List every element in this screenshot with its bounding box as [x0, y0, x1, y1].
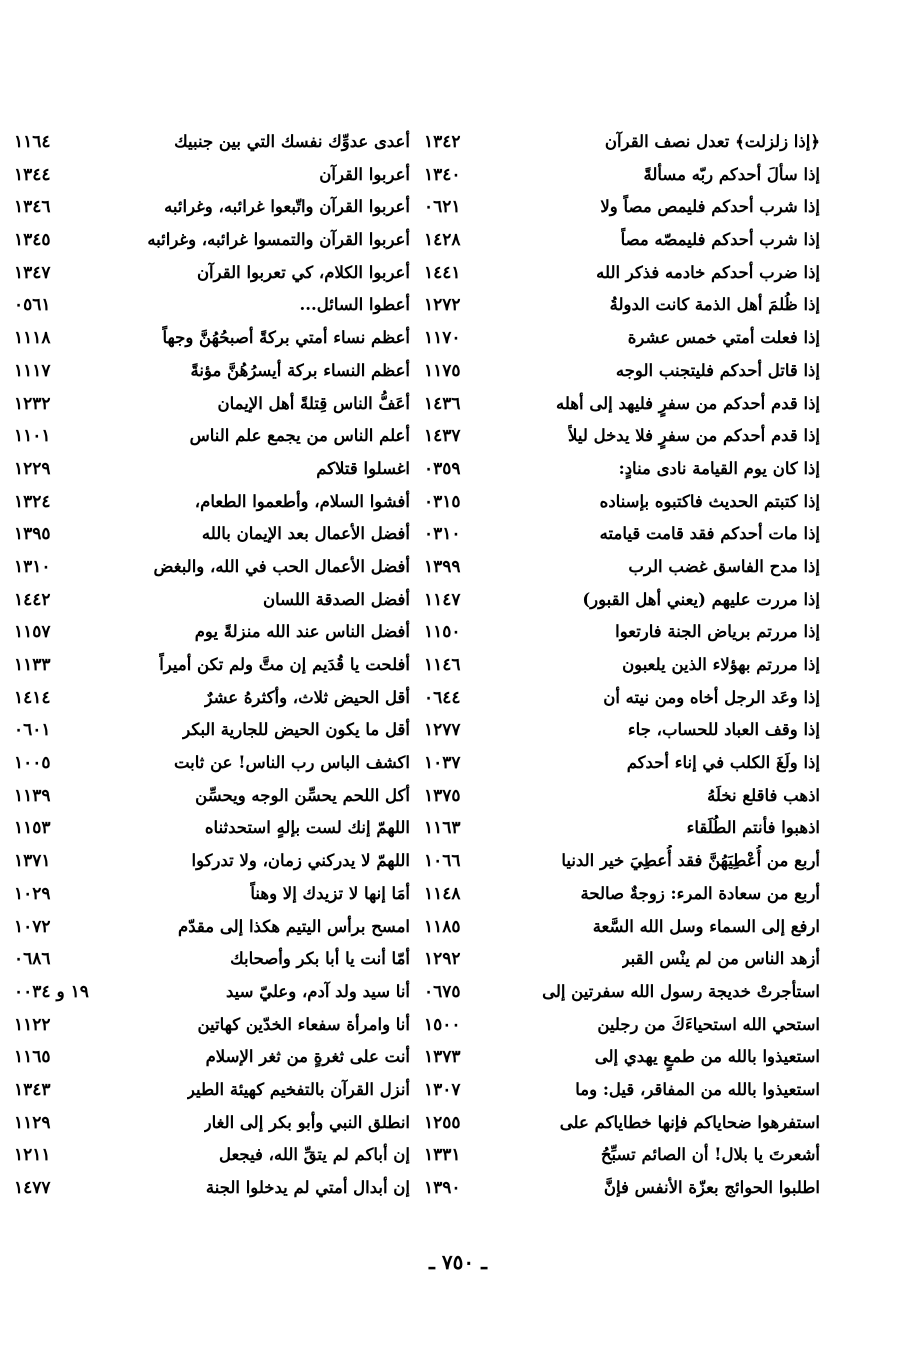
hadith-phrase: إذا قدم أحدكم من سفرٍ فليهد إلى أهله: [556, 393, 820, 413]
hadith-phrase: أنا وامرأة سفعاء الخدّين كهاتين: [197, 1014, 410, 1034]
index-entry: [10, 355, 410, 388]
hadith-phrase: انطلق النبي وأبو بكر إلى الغار: [203, 1112, 410, 1132]
hadith-phrase: أفضل الأعمال بعد الإيمان بالله: [201, 524, 410, 544]
hadith-phrase: إذا ولَغَ الكلب في إناء أحدكم: [626, 753, 820, 773]
hadith-phrase: أعلم الناس من يجمع علم الناس: [189, 426, 410, 446]
hadith-number: ١٢٧٢: [424, 295, 461, 316]
hadith-number: ٠٦٠١: [14, 720, 51, 741]
index-entry: [420, 616, 820, 649]
index-entry: [420, 1139, 820, 1172]
index-entry: [10, 322, 410, 355]
index-entry: [10, 224, 410, 257]
index-entry: [10, 159, 410, 192]
hadith-phrase: إذا كان يوم القيامة نادى منادٍ:: [618, 458, 820, 478]
index-entry: [420, 191, 820, 224]
index-entry: [10, 551, 410, 584]
hadith-phrase: أعدى عدوِّك نفسك التي بين جنبيك: [174, 132, 410, 151]
index-entry: [10, 649, 410, 682]
hadith-phrase: اذهبوا فأنتم الطُلَقاء: [686, 818, 820, 838]
hadith-number: ١٤٣٦: [424, 393, 461, 414]
index-entry: [420, 224, 820, 257]
hadith-phrase: أنزل القرآن بالتفخيم كهيئة الطير: [186, 1079, 410, 1099]
index-entry: [420, 355, 820, 388]
hadith-phrase: إذا قاتل أحدكم فليتجنب الوجه: [615, 360, 820, 380]
index-entry: [420, 159, 820, 192]
hadith-phrase: أعظم نساء أمتي بركةً أصبحُهُنَّ وجهاً: [162, 328, 410, 348]
hadith-number: ١٣٩٠: [424, 1178, 461, 1198]
hadith-number: ١١٧٥: [424, 360, 461, 381]
index-entry: [10, 714, 410, 747]
hadith-number: ١٤٣٧: [424, 426, 461, 447]
hadith-phrase: أفضل الناس عند الله منزلةً يوم: [194, 622, 410, 642]
index-entry: [10, 453, 410, 486]
index-entry: [420, 420, 820, 453]
hadith-number: ٠٣١٠: [424, 524, 461, 545]
index-entry: [420, 878, 820, 911]
hadith-number: ١٢٣٢: [14, 393, 51, 414]
hadith-phrase: إذا كتبتم الحديث فاكتبوه بإسناده: [599, 491, 820, 511]
index-entry: [420, 714, 820, 747]
hadith-phrase: امسح برأس اليتيم هكذا إلى مقدّم: [178, 916, 410, 936]
hadith-number: ١١١٨: [14, 328, 51, 349]
hadith-phrase: أزهد الناس من لم ينْس القبر: [621, 949, 820, 969]
index-entry: [420, 812, 820, 845]
hadith-number: ١١٥٧: [14, 622, 51, 643]
index-entry: [10, 976, 410, 1009]
hadith-number: ١٣٤٠: [424, 164, 461, 185]
hadith-phrase: إذا مررتم بهؤلاء الذين يلعبون: [622, 655, 820, 674]
index-entry: [420, 682, 820, 715]
left-index-column: [10, 126, 410, 1205]
hadith-phrase: استأجرتْ خديجة رسول الله سفرتين إلى: [542, 981, 820, 1001]
index-entry: [420, 845, 820, 878]
index-entry: [420, 1074, 820, 1107]
hadith-phrase: إذا ضرب أحدكم خادمه فذكر الله: [596, 262, 820, 282]
hadith-number: ٠٣٥٩: [424, 458, 461, 479]
hadith-phrase: أكل اللحم يحسِّن الوجه ويحسِّن: [195, 785, 410, 805]
hadith-number: ٠٦٤٤: [424, 687, 461, 708]
hadith-phrase: أشعرتَ يا بلال! أن الصائم تسبِّحُ: [600, 1145, 820, 1165]
hadith-number: ١١٣٣: [14, 655, 51, 675]
hadith-phrase: إذا سألَ أحدكم ربّه مسألةً: [643, 164, 820, 184]
hadith-number: ١٥٠٠: [424, 1014, 461, 1035]
hadith-phrase: أعَفُّ الناس قِتلةً أهل الإيمان: [217, 393, 410, 413]
index-entry: [420, 257, 820, 290]
index-entry: [10, 420, 410, 453]
hadith-phrase: إذا مررتم برياض الجنة فارتعوا: [615, 622, 820, 642]
hadith-number: ١٠٣٧: [424, 753, 461, 774]
hadith-phrase: إذا شرب أحدكم فليمص مصاً ولا: [600, 197, 820, 217]
hadith-phrase: إن أبدال أمتي لم يدخلوا الجنة: [205, 1178, 410, 1197]
index-entry: [10, 1172, 410, 1205]
hadith-number: ١٣٤٥: [14, 230, 51, 251]
hadith-phrase: أفضل الأعمال الحب في الله، والبغض: [153, 556, 410, 576]
hadith-number: ١٣٩٩: [424, 556, 461, 577]
index-entry: [420, 126, 820, 159]
index-entry: [10, 943, 410, 976]
hadith-phrase: اطلبوا الحوائج بعزّة الأنفس فإنَّ: [603, 1178, 820, 1197]
hadith-number: ١١٤٨: [424, 883, 461, 904]
hadith-number: ١٣٧٣: [424, 1047, 461, 1068]
hadith-phrase: إذا ظُلمَ أهل الذمة كانت الدولةُ: [609, 295, 820, 315]
index-entry: [420, 1107, 820, 1140]
hadith-phrase: إذا وعَد الرجل أخاه ومن نيته أن: [603, 687, 820, 707]
hadith-phrase: إن أباكم لم يتقِّ الله، فيجعل: [218, 1145, 410, 1165]
hadith-number: ١٣٧١: [14, 851, 51, 872]
index-entry: [10, 1041, 410, 1074]
index-entry: [10, 682, 410, 715]
hadith-number: ١٣٤٧: [14, 262, 51, 283]
hadith-number: ١١٠١: [14, 426, 51, 447]
index-entry: [10, 584, 410, 617]
hadith-phrase: إذا مات أحدكم فقد قامت قيامته: [599, 524, 820, 544]
hadith-number: ١١٥٣: [14, 818, 51, 839]
index-entry: [10, 1107, 410, 1140]
hadith-phrase: ارفع إلى السماء وسل الله السَّعة: [592, 916, 820, 936]
index-entry: [420, 943, 820, 976]
hadith-number: ١٣٤٢: [424, 132, 461, 152]
page-number: ـ ٧٥٠ ـ: [429, 1250, 487, 1274]
hadith-phrase: إذا قدم أحدكم من سفرٍ فلا يدخل ليلاً: [568, 426, 820, 446]
index-entry: [10, 747, 410, 780]
hadith-number: ١٤١٤: [14, 687, 51, 708]
hadith-number: ١٢٢٩: [14, 458, 51, 479]
hadith-number: ١١٣٩: [14, 785, 51, 806]
index-entry: [10, 1074, 410, 1107]
hadith-phrase: اللهمّ إنك لست بإلهٍ استحدثناه: [204, 818, 410, 838]
index-entry: [420, 551, 820, 584]
hadith-number: ١٤٤١: [424, 262, 461, 283]
hadith-number: ١١٥٠: [424, 622, 461, 643]
hadith-phrase: اغسلوا قتلاكم: [316, 458, 410, 478]
index-entry: [420, 747, 820, 780]
index-entry: [10, 845, 410, 878]
index-entry: [420, 1041, 820, 1074]
hadith-number: ٠٥٦١: [14, 295, 51, 316]
hadith-phrase: استعيذوا بالله من المفاقر، قيل: وما: [575, 1079, 820, 1099]
hadith-phrase: أعطوا السائل...: [299, 295, 410, 315]
hadith-number: ١٢٥٥: [424, 1112, 461, 1133]
hadith-number: ١٩ و ٠٠٣٤: [14, 981, 89, 1002]
index-entry: [10, 486, 410, 519]
hadith-number: ٠٦٢١: [424, 197, 461, 218]
hadith-number: ١٣٢٤: [14, 491, 51, 512]
hadith-number: ١٢٩٢: [424, 949, 461, 970]
hadith-number: ١٤٤٢: [14, 589, 51, 610]
hadith-phrase: استفرهوا ضحاياكم فإنها خطاياكم على: [559, 1112, 820, 1132]
hadith-phrase: أعظم النساء بركة أيسرُهُنَّ مؤنةً: [190, 360, 410, 380]
index-entry: [10, 289, 410, 322]
index-entry: [10, 616, 410, 649]
hadith-phrase: إذا مدح الفاسق غضب الرب: [628, 556, 820, 576]
index-entry: [420, 911, 820, 944]
hadith-number: ١٠٠٥: [14, 753, 51, 774]
index-entry: [420, 453, 820, 486]
index-entry: [420, 780, 820, 813]
index-entry: [420, 289, 820, 322]
hadith-number: ١٣٣١: [424, 1145, 461, 1166]
hadith-number: ١٣٤٤: [14, 164, 51, 185]
index-entry: [420, 1172, 820, 1205]
hadith-phrase: أفضل الصدقة اللسان: [262, 589, 410, 609]
index-entry: [10, 257, 410, 290]
right-index-column: [420, 126, 820, 1205]
index-entry: [10, 191, 410, 224]
index-entry: [420, 584, 820, 617]
hadith-phrase: أنت على ثغرةٍ من ثغر الإسلام: [205, 1047, 410, 1067]
hadith-phrase: أفشوا السلام، وأطعموا الطعام،: [194, 491, 410, 511]
hadith-number: ١٤٧٧: [14, 1178, 51, 1198]
index-entry: [420, 1009, 820, 1042]
hadith-phrase: إذا وقف العباد للحساب، جاء: [627, 720, 820, 740]
hadith-number: ١٣٧٥: [424, 785, 461, 806]
hadith-number: ١٢٧٧: [424, 720, 461, 741]
hadith-phrase: إذا مررت عليهم (يعني أهل القبور): [582, 589, 820, 609]
hadith-number: ١٣٤٦: [14, 197, 51, 218]
hadith-number: ١٣١٠: [14, 556, 51, 577]
hadith-number: ١٢١١: [14, 1145, 51, 1166]
hadith-number: ١١٦٥: [14, 1047, 51, 1068]
hadith-phrase: أربع من سعادة المرء: زوجةٌ صالحة: [580, 883, 820, 903]
hadith-phrase: إذا شرب أحدكم فليمصّه مصاً: [620, 230, 820, 250]
index-entry: [10, 388, 410, 421]
hadith-number: ١٤٢٨: [424, 230, 461, 251]
hadith-number: ١١٢٢: [14, 1014, 51, 1035]
hadith-phrase: استعيذوا بالله من طمعٍ يهدي إلى: [594, 1047, 820, 1067]
hadith-number: ١١٧٠: [424, 328, 461, 349]
hadith-number: ١١٨٥: [424, 916, 461, 937]
index-entry: [10, 878, 410, 911]
hadith-phrase: أفلحت يا قُدَيم إن متَّ ولم تكن أميراً: [159, 655, 410, 674]
index-entry: [420, 649, 820, 682]
hadith-number: ١٠٧٢: [14, 916, 51, 937]
hadith-phrase: اكشف الباس رب الناس! عن ثابت: [173, 753, 410, 773]
hadith-phrase: ﴿إذا زلزلت﴾ تعدل نصف القرآن: [604, 132, 820, 151]
hadith-number: ١٣٤٣: [14, 1079, 51, 1100]
hadith-number: ١١٢٩: [14, 1112, 51, 1133]
hadith-phrase: اللهمّ لا يدركني زمان، ولا تدركوا: [191, 851, 410, 871]
hadith-phrase: أعربوا القرآن والتمسوا غرائبه، وغرائبه: [147, 230, 410, 250]
hadith-number: ١١٤٧: [424, 589, 461, 610]
hadith-number: ١١٦٤: [14, 132, 51, 152]
hadith-phrase: إذا فعلت أمتي خمس عشرة: [627, 328, 820, 348]
hadith-number: ١١٤٦: [424, 655, 461, 675]
index-entry: [420, 518, 820, 551]
index-entry: [10, 126, 410, 159]
hadith-phrase: اذهب فاقلع نخلَهُ: [707, 785, 820, 805]
index-entry: [10, 812, 410, 845]
hadith-number: ٠٦٧٥: [424, 981, 461, 1002]
hadith-phrase: أعربوا القرآن: [319, 164, 410, 184]
index-entry: [420, 322, 820, 355]
index-entry: [10, 1009, 410, 1042]
index-entry: [10, 518, 410, 551]
hadith-number: ٠٦٨٦: [14, 949, 51, 970]
hadith-phrase: أعربوا الكلام، كي تعربوا القرآن: [196, 262, 410, 282]
hadith-phrase: أعربوا القرآن واتّبعوا غرائبه، وغرائبه: [164, 197, 410, 217]
hadith-phrase: أقل ما يكون الحيض للجارية البكر: [182, 720, 410, 740]
index-entry: [420, 486, 820, 519]
hadith-number: ١٣٠٧: [424, 1079, 461, 1100]
index-entry: [10, 1139, 410, 1172]
index-entry: [420, 976, 820, 1009]
hadith-number: ٠٣١٥: [424, 491, 461, 512]
hadith-phrase: استحي الله استحياءَكَ من رجلين: [597, 1014, 820, 1034]
hadith-phrase: أربع من أُعْطِيَهُنَّ فقد أُعطِيَ خير الدنيا: [561, 851, 820, 871]
hadith-phrase: أنا سيد ولد آدم، وعليّ سيد: [225, 981, 410, 1001]
index-entry: [10, 780, 410, 813]
index-entry: [10, 911, 410, 944]
hadith-number: ١٠٢٩: [14, 883, 51, 904]
hadith-phrase: أقل الحيض ثلاث، وأكثرهُ عشرٌ: [204, 687, 410, 707]
hadith-number: ١١١٧: [14, 360, 51, 381]
index-entry: [420, 388, 820, 421]
hadith-number: ١١٦٣: [424, 818, 461, 839]
hadith-number: ١٣٩٥: [14, 524, 51, 545]
hadith-phrase: أمَا إنها لا تزيدك إلا وهناً: [250, 883, 410, 903]
hadith-number: ١٠٦٦: [424, 851, 461, 872]
hadith-phrase: أمّا أنت يا أبا بكر وأصحابك: [230, 949, 410, 969]
